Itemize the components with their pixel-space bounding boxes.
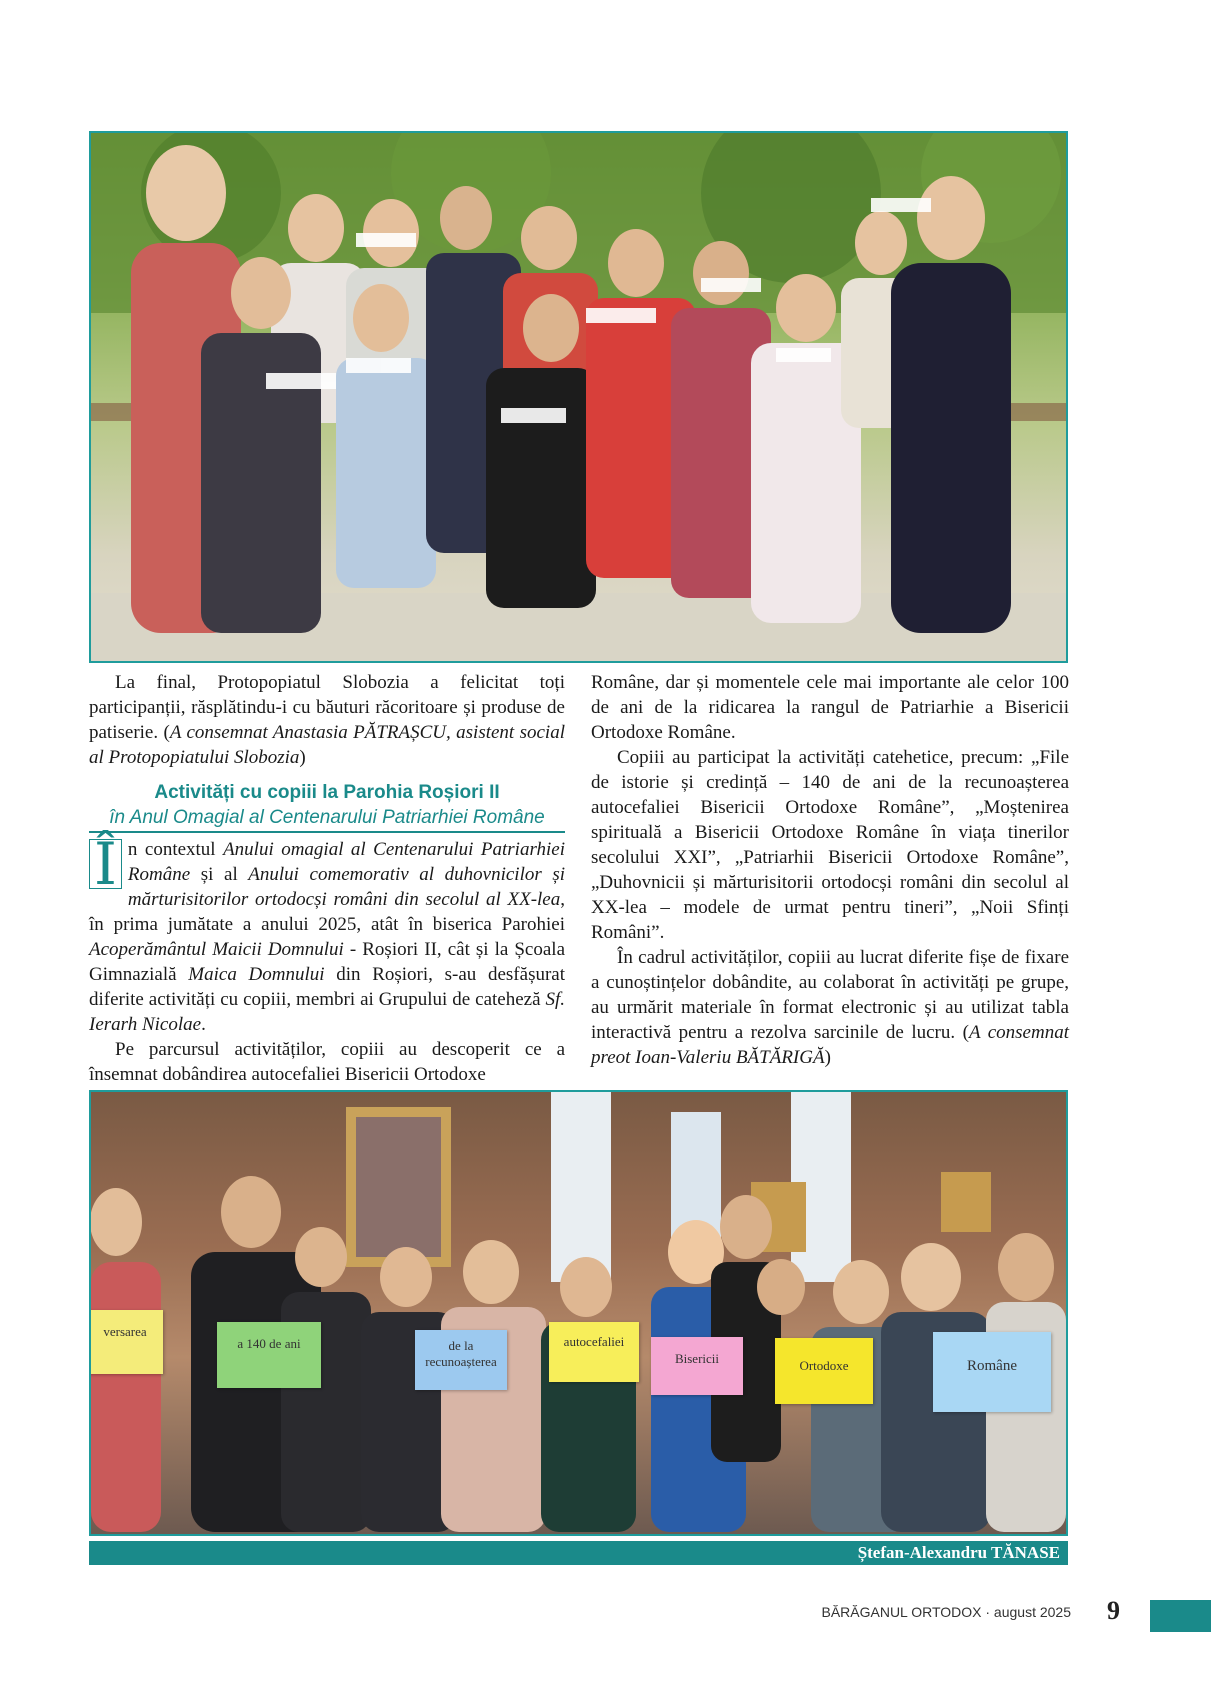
footer-publication: BĂRĂGANUL ORTODOX · august 2025	[821, 1604, 1071, 1620]
paragraph-closing-slobozia: La final, Protopopiatul Slobozia a felicitat toți participanții, răsplătindu-i cu băuturi răcoritoare și produse de patiserie. (A consemnat Anastasia PĂTRAȘCU, asistent social al Protopopiatului Slobozia)	[89, 672, 565, 768]
article-left-column	[89, 670, 565, 1087]
paragraph-intro: Î n contextul Anului omagial al Centenarului Patriarhiei Române și al Anului comemorativ al duhovnicilor și mărturisitorilor ortodocși români din secolul al XX-lea, în prima jumătate a anului 2025, atât în biserica Parohiei Acoperământul Maicii Domnului - Roșiori II, cât și la Școala Gimnazială Maica Domnului din Roșiori, s-au desfășurat diferite activități cu copiii, membri ai Grupului de cateheză Sf. Ierarh Nicolae.	[89, 830, 566, 1035]
photo-youth-church-scene	[91, 1092, 1066, 1534]
paragraph-activities-start: Pe parcursul activităților, copiii au descoperit ce a însemnat dobândirea autocefaliei Bisericii Ortodoxe	[89, 1039, 565, 1085]
sign-versarea: versarea	[89, 1310, 163, 1374]
paragraph-catechetical: Copiii au participat la activități catehetice, precum: „File de istorie și credință – 140 de ani de la recunoașterea autocefaliei Bisericii Ortodoxe Române”, „Moștenirea spirituală a Bisericii Ortodoxe Române în viața tinerilor secolului XXI”, „Patriarhii Bisericii Ortodoxe Române”, „Duhovnicii și mărturisitorii ortodocși români din secolul al XX-lea – modele de urmat pentru tineri”, „Noii Sfinți Români”.	[591, 747, 1069, 943]
page-tab-marker	[1150, 1600, 1211, 1632]
paragraph-continuation: Române, dar și momentele cele mai importante ale celor 100 de ani de la ridicarea la rangul de Patriarhie a Bisericii Ortodoxe Române.	[591, 672, 1069, 743]
section-heading	[89, 780, 565, 833]
heading-line-1: Activități cu copiii la Parohia Roșiori II	[154, 782, 500, 803]
dropcap-letter: Î	[89, 839, 122, 889]
photo-credit-bar	[89, 1541, 1068, 1565]
sign-bisericii: Bisericii	[651, 1337, 743, 1395]
article-right-column	[591, 670, 1069, 1070]
author-credit: A consemnat preot Ioan-Valeriu BĂTĂRIGĂ	[591, 1022, 1069, 1068]
author-credit: A consemnat Anastasia PĂTRAȘCU, asistent social al Protopopiatului Slobozia	[89, 722, 565, 768]
sign-de-la-recunoasterea: de la recunoașterea	[415, 1330, 507, 1390]
photo-youth-church	[89, 1090, 1068, 1536]
photo-children-outdoor-scene	[91, 133, 1066, 661]
sign-romane: Române	[933, 1332, 1051, 1412]
sign-ortodoxe: Ortodoxe	[775, 1338, 873, 1404]
page-number: 9	[1107, 1596, 1120, 1625]
heading-line-2: în Anul Omagial al Centenarului Patriarhiei Române	[89, 805, 565, 833]
photo-credit: Ștefan-Alexandru TĂNASE	[857, 1543, 1060, 1562]
paragraph-group-work: În cadrul activităților, copiii au lucrat diferite fișe de fixare a cunoștințelor dobândite, au colaborat în activități pe grupe, au urmărit materiale în format electronic și au utilizat tabla interactivă pentru a rezolva sarcinile de lucru. (A consemnat preot Ioan-Valeriu BĂTĂRIGĂ)	[591, 947, 1069, 1068]
sign-140-de-ani: a 140 de ani	[217, 1322, 321, 1388]
sign-autocefaliei: autocefaliei	[549, 1322, 639, 1382]
photo-children-outdoor	[89, 131, 1068, 663]
